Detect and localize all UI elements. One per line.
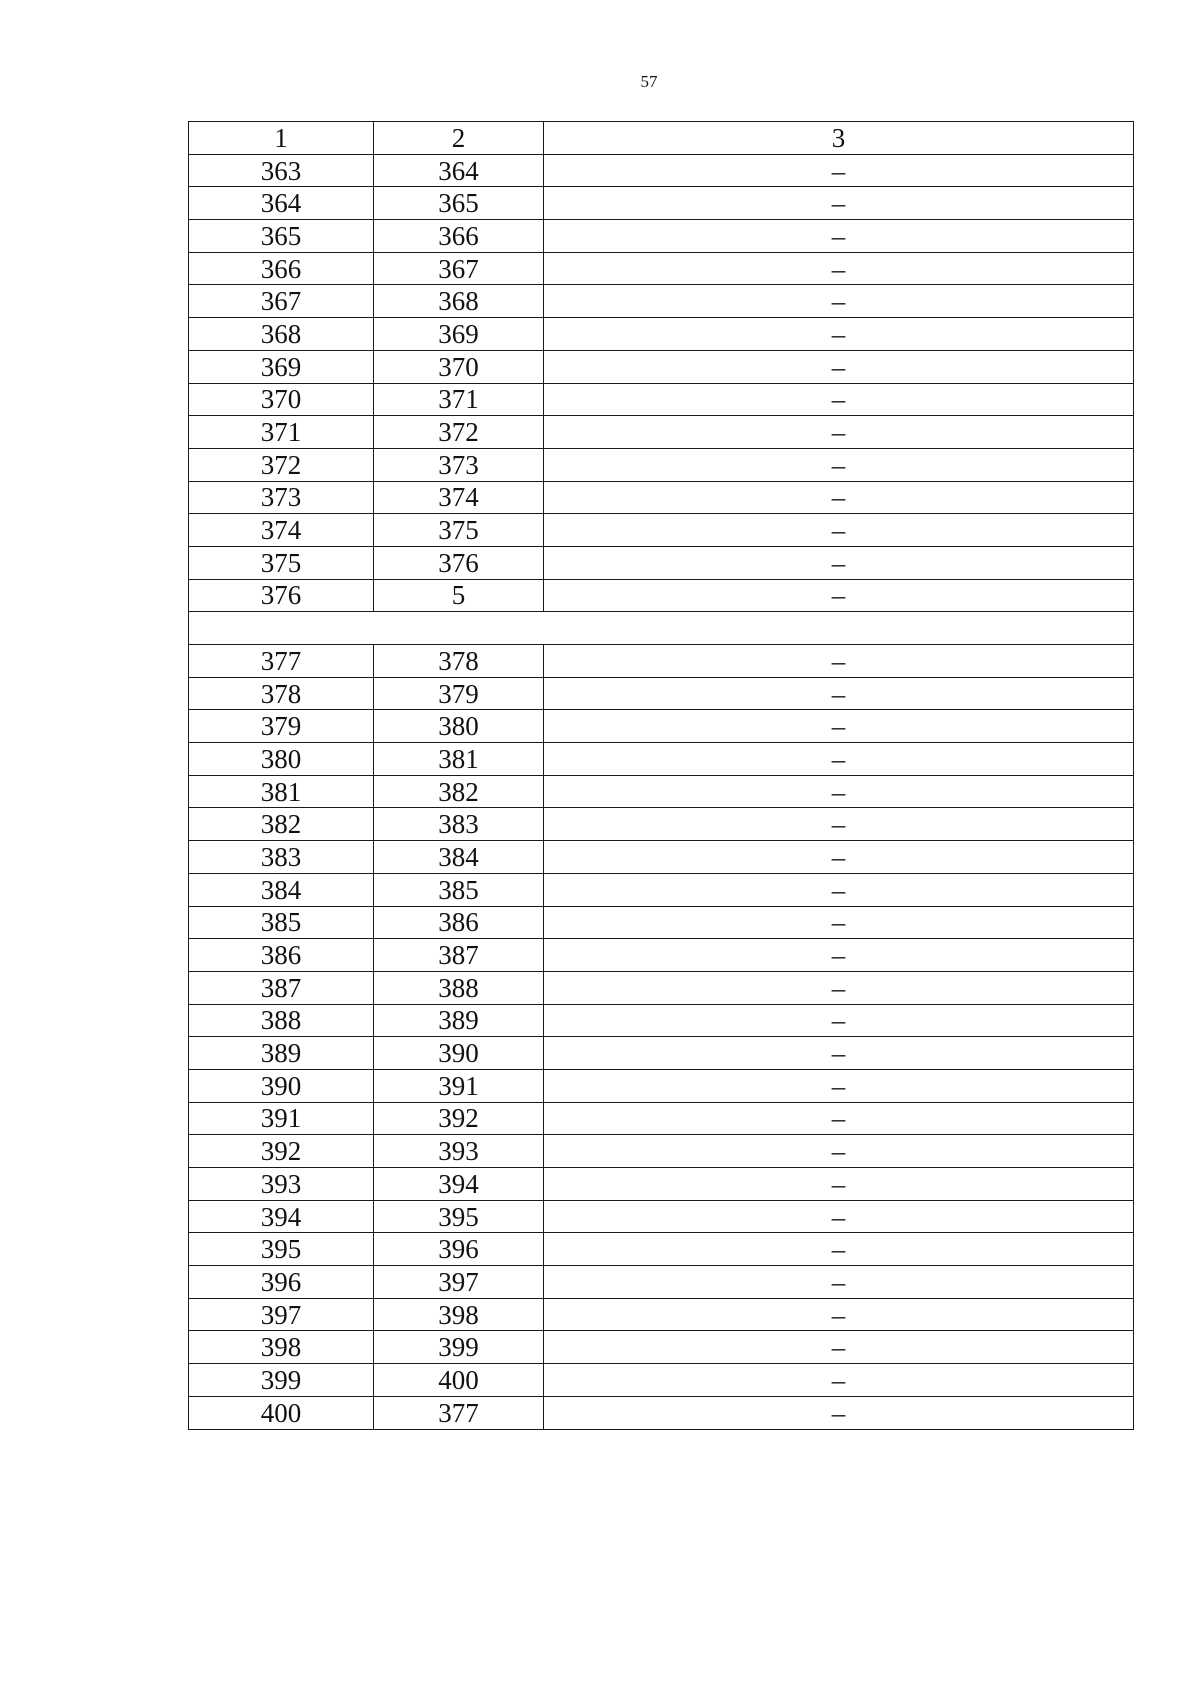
table-cell-col-2: 392: [374, 1102, 544, 1135]
table-cell-col-3: –: [544, 1233, 1134, 1266]
table-header-row: [189, 122, 1134, 155]
table-row: [189, 285, 1134, 318]
table-cell-col-2: 387: [374, 939, 544, 972]
table-cell-col-2: 388: [374, 971, 544, 1004]
table-cell-col-3: –: [544, 383, 1134, 416]
table-row: [189, 1298, 1134, 1331]
table-row: [189, 154, 1134, 187]
table-cell-col-3: –: [544, 1364, 1134, 1397]
table-cell-col-2: 374: [374, 481, 544, 514]
table-cell-col-1: 376: [189, 579, 374, 612]
table-cell-col-1: 381: [189, 775, 374, 808]
table-cell-col-2: 400: [374, 1364, 544, 1397]
table-row: [189, 743, 1134, 776]
table-cell-col-1: 368: [189, 318, 374, 351]
table-cell-col-2: 385: [374, 873, 544, 906]
table-cell-col-2: 384: [374, 841, 544, 874]
table-cell-col-2: 5: [374, 579, 544, 612]
table-cell-col-1: 382: [189, 808, 374, 841]
table-cell-col-2: 377: [374, 1396, 544, 1429]
table-cell-col-1: 365: [189, 220, 374, 253]
table-row: [189, 841, 1134, 874]
table-cell-col-1: 384: [189, 873, 374, 906]
table-cell-col-1: 396: [189, 1266, 374, 1299]
table-row: [189, 350, 1134, 383]
table-cell-col-3: –: [544, 187, 1134, 220]
table-row: [189, 448, 1134, 481]
table-row: [189, 1233, 1134, 1266]
table-cell-col-2: 397: [374, 1266, 544, 1299]
table-row: [189, 710, 1134, 743]
table-cell-col-1: 364: [189, 187, 374, 220]
table-cell-col-3: –: [544, 416, 1134, 449]
table-row: [189, 775, 1134, 808]
table-cell-col-1: 375: [189, 546, 374, 579]
table-cell-col-3: –: [544, 220, 1134, 253]
header-cell-2: 2: [374, 122, 544, 155]
table-cell-col-1: 386: [189, 939, 374, 972]
table-cell-col-3: –: [544, 743, 1134, 776]
table-cell-col-2: 393: [374, 1135, 544, 1168]
table-cell-col-1: 374: [189, 514, 374, 547]
table-separator-row: [189, 612, 1134, 645]
table-row: [189, 1037, 1134, 1070]
table-cell-col-1: 367: [189, 285, 374, 318]
table-row: [189, 873, 1134, 906]
table-row: [189, 416, 1134, 449]
table-row: [189, 906, 1134, 939]
table-cell-col-3: –: [544, 873, 1134, 906]
table-row: [189, 1135, 1134, 1168]
table-cell-col-1: 399: [189, 1364, 374, 1397]
table-cell-col-2: 375: [374, 514, 544, 547]
table-cell-col-3: –: [544, 841, 1134, 874]
table-body: [189, 122, 1134, 1430]
table-cell-col-3: –: [544, 1004, 1134, 1037]
page-number: 57: [640, 72, 658, 91]
table-row: [189, 579, 1134, 612]
table-row: [189, 187, 1134, 220]
table-cell-col-2: 376: [374, 546, 544, 579]
table-cell-col-2: 366: [374, 220, 544, 253]
table-cell-col-2: 398: [374, 1298, 544, 1331]
table-cell-col-1: 400: [189, 1396, 374, 1429]
table-cell-col-2: 389: [374, 1004, 544, 1037]
table-cell-col-3: –: [544, 448, 1134, 481]
table-cell-col-1: 387: [189, 971, 374, 1004]
table-cell-col-3: –: [544, 1331, 1134, 1364]
table-row: [189, 252, 1134, 285]
table-cell-col-3: –: [544, 252, 1134, 285]
table-cell-col-2: 378: [374, 645, 544, 678]
table-cell-col-2: 369: [374, 318, 544, 351]
document-table: [188, 121, 1134, 1430]
table-cell-col-1: 390: [189, 1069, 374, 1102]
table-cell-col-1: 363: [189, 154, 374, 187]
table-row: [189, 1004, 1134, 1037]
table-cell-col-1: 393: [189, 1168, 374, 1201]
table-cell-col-2: 381: [374, 743, 544, 776]
table-cell-col-2: 391: [374, 1069, 544, 1102]
table-cell-col-3: –: [544, 710, 1134, 743]
header-cell-1: 1: [189, 122, 374, 155]
table-row: [189, 939, 1134, 972]
table-cell-col-2: 371: [374, 383, 544, 416]
table-cell-col-2: 394: [374, 1168, 544, 1201]
document-table-container: [188, 121, 1133, 1430]
table-row: [189, 1396, 1134, 1429]
separator-cell: [189, 612, 1134, 645]
table-cell-col-1: 385: [189, 906, 374, 939]
table-cell-col-3: –: [544, 1266, 1134, 1299]
table-cell-col-3: –: [544, 1037, 1134, 1070]
table-cell-col-2: 395: [374, 1200, 544, 1233]
table-cell-col-3: –: [544, 285, 1134, 318]
table-cell-col-3: –: [544, 579, 1134, 612]
table-cell-col-1: 379: [189, 710, 374, 743]
table-cell-col-2: 386: [374, 906, 544, 939]
table-cell-col-2: 390: [374, 1037, 544, 1070]
table-cell-col-3: –: [544, 645, 1134, 678]
table-cell-col-3: –: [544, 808, 1134, 841]
table-cell-col-3: –: [544, 677, 1134, 710]
table-cell-col-3: –: [544, 546, 1134, 579]
table-cell-col-1: 372: [189, 448, 374, 481]
table-cell-col-1: 370: [189, 383, 374, 416]
table-cell-col-3: –: [544, 1396, 1134, 1429]
table-cell-col-3: –: [544, 1069, 1134, 1102]
table-cell-col-2: 367: [374, 252, 544, 285]
table-cell-col-3: –: [544, 1102, 1134, 1135]
table-cell-col-3: –: [544, 1298, 1134, 1331]
table-cell-col-3: –: [544, 1168, 1134, 1201]
table-cell-col-1: 369: [189, 350, 374, 383]
table-row: [189, 514, 1134, 547]
table-cell-col-2: 365: [374, 187, 544, 220]
table-row: [189, 1266, 1134, 1299]
table-row: [189, 220, 1134, 253]
table-row: [189, 1102, 1134, 1135]
table-row: [189, 1069, 1134, 1102]
table-cell-col-2: 382: [374, 775, 544, 808]
table-cell-col-1: 371: [189, 416, 374, 449]
table-cell-col-1: 378: [189, 677, 374, 710]
table-row: [189, 383, 1134, 416]
table-cell-col-2: 379: [374, 677, 544, 710]
table-cell-col-2: 399: [374, 1331, 544, 1364]
header-cell-3: 3: [544, 122, 1134, 155]
table-cell-col-3: –: [544, 971, 1134, 1004]
table-cell-col-1: 392: [189, 1135, 374, 1168]
table-row: [189, 1364, 1134, 1397]
table-row: [189, 481, 1134, 514]
table-cell-col-3: –: [544, 514, 1134, 547]
table-row: [189, 1168, 1134, 1201]
table-cell-col-3: –: [544, 318, 1134, 351]
table-row: [189, 677, 1134, 710]
table-cell-col-3: –: [544, 481, 1134, 514]
table-cell-col-3: –: [544, 939, 1134, 972]
table-cell-col-3: –: [544, 775, 1134, 808]
table-cell-col-1: 398: [189, 1331, 374, 1364]
table-row: [189, 971, 1134, 1004]
table-cell-col-1: 397: [189, 1298, 374, 1331]
table-cell-col-1: 377: [189, 645, 374, 678]
table-cell-col-1: 373: [189, 481, 374, 514]
table-cell-col-3: –: [544, 906, 1134, 939]
table-cell-col-3: –: [544, 350, 1134, 383]
table-cell-col-2: 380: [374, 710, 544, 743]
table-cell-col-1: 366: [189, 252, 374, 285]
table-cell-col-1: 380: [189, 743, 374, 776]
table-row: [189, 645, 1134, 678]
table-cell-col-2: 368: [374, 285, 544, 318]
table-cell-col-2: 383: [374, 808, 544, 841]
table-row: [189, 318, 1134, 351]
table-cell-col-1: 395: [189, 1233, 374, 1266]
table-cell-col-1: 388: [189, 1004, 374, 1037]
table-cell-col-3: –: [544, 154, 1134, 187]
table-cell-col-3: –: [544, 1200, 1134, 1233]
table-cell-col-1: 391: [189, 1102, 374, 1135]
table-cell-col-2: 372: [374, 416, 544, 449]
table-cell-col-2: 396: [374, 1233, 544, 1266]
table-cell-col-2: 364: [374, 154, 544, 187]
table-cell-col-3: –: [544, 1135, 1134, 1168]
table-row: [189, 808, 1134, 841]
table-cell-col-1: 389: [189, 1037, 374, 1070]
table-row: [189, 1331, 1134, 1364]
table-cell-col-1: 394: [189, 1200, 374, 1233]
table-row: [189, 1200, 1134, 1233]
table-row: [189, 546, 1134, 579]
table-cell-col-2: 373: [374, 448, 544, 481]
table-cell-col-2: 370: [374, 350, 544, 383]
table-cell-col-1: 383: [189, 841, 374, 874]
